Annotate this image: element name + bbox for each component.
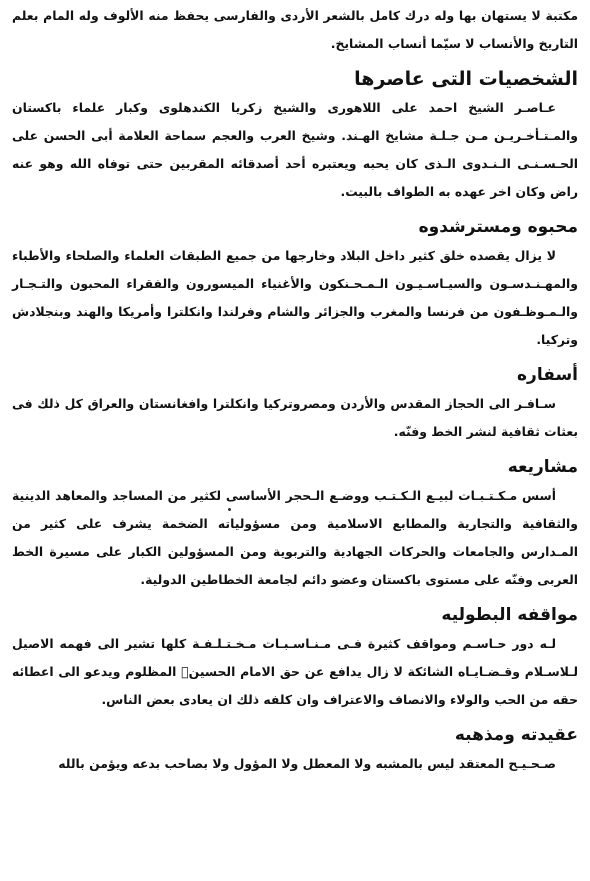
paragraph-heroic-stances: لـه دور حـاسـم ومواقف كثيرة فـى مـنـاسـبـات مـخـتـلـفـة كلها تشير الى فهمه الاصيل لـلاسـلام وقـضـايـاه الشائكة لا زال يدافع عن حق الامام الحسينؓ المظلوم ويدعو الى اعطائه حقه من الحب والولاء والانصاف والاعتراف وان كلفه ذلك ان يعادى بعض الناس. — [12, 636, 578, 707]
paragraph-followers: لا يزال يقصده خلق كثير داخل البلاد وخارجها من جميع الطبقات العلماء والصلحاء والأطباء والمهـنـدسـون والسيـاسـيـون الـمـحـنكون والأغنياء الميسورون والفقراء المحبون والتـجـار والـمـوظـفون من فرنسا والمغرب والجزائر والشام وفرلندا وانكلترا وأمريكا والهند وبنجلادش وتركيا. — [12, 248, 578, 347]
heading-travels: أسفاره — [517, 365, 578, 385]
paragraph-creed: صـحـيـح المعتقد ليس بالمشبه ولا المعطل ولا المؤول ولا بصاحب بدعه ويؤمن بالله — [58, 756, 556, 771]
intro-paragraph: مكتبة لا يستهان بها وله درك كامل بالشعر الأردى والفارسى يحفظ منه الألوف وله المام بعلم التاريخ والأنساب لا سيّما أنساب المشايخ. — [12, 8, 578, 51]
paragraph-travels: سـافـر الى الحجاز المقدس والأردن ومصروتركيا وانكلترا وافغانستان والعراق كل ذلك فى بعثات ثقافية لنشر الخط وفنّه. — [12, 396, 578, 439]
heading-followers: محبوه ومسترشدوه — [418, 217, 578, 237]
heading-creed: عقيدته ومذهبه — [454, 725, 578, 745]
heading-heroic-stances: مواقفه البطوليه — [441, 605, 578, 625]
paragraph-contemporaries: عـاصـر الشيخ احمد على اللاهورى والشيخ زكريا الكندهلوى وكبار علماء باكستان والمـتـأخـريـن مـن جـلـة مشايخ الهـند. وشيخ العرب والعجم سماحة العلامة أبى الحسن على الحـسـنـى الـنـدوى الـذى كان يحبه ويعتبره أحد أصدقائه المقربين حتى توفاه الله وهو عنه راض وكان اخر عهده به الطواف بالبيت. — [12, 100, 578, 199]
scan-speck — [228, 508, 231, 511]
heading-contemporaries: الشخصيات التى عاصرها — [354, 68, 578, 90]
paragraph-projects: أسس مـكـتـبـات لبيـع الـكـتـب ووضـع الـحجر الأساسى لكثير من المساجد والمعاهد الدينية والثقافية والتجارية والمطابع الاسلامية ومن مسؤولياته الضخمة يشرف على كثير من المـدارس والجامعات والحركات الجهادية والتربوية ومن المسؤولين الكبار على مسيرة الخط العربى وفنّه على مستوى باكستان وعضو دائم لجامعة الخطاطين الدولية. — [12, 488, 578, 587]
heading-projects: مشاريعه — [507, 457, 578, 477]
